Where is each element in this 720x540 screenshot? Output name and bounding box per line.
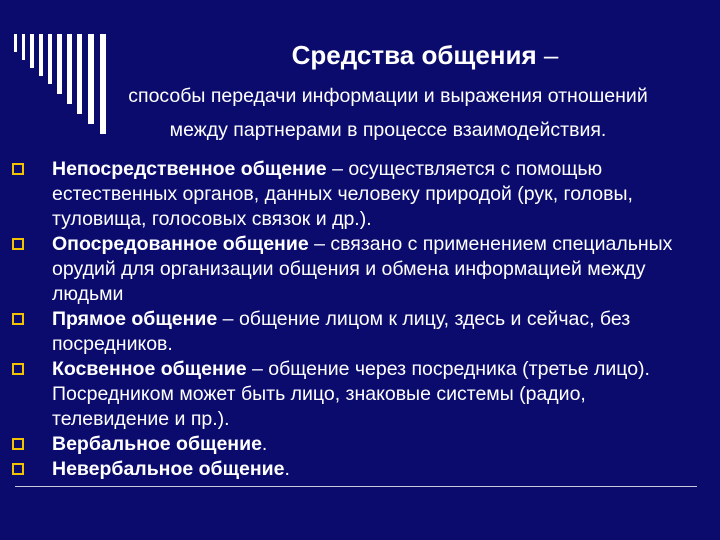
square-bullet-icon <box>12 313 24 325</box>
item-term: Невербальное общение <box>52 458 285 480</box>
item-text: – общение через посредника (третье лицо). Посредником может быть лицо, знаковые системы (радио, телевидение и пр.). <box>52 358 650 430</box>
slide-subtitle <box>60 79 716 147</box>
item-term: Вербальное общение <box>52 433 262 455</box>
bullet-list <box>8 157 708 482</box>
item-text: . <box>284 458 290 480</box>
item-term: Косвенное общение <box>52 358 247 380</box>
list-item <box>8 357 708 432</box>
list-item <box>8 307 708 357</box>
list-item <box>8 157 708 232</box>
list-item <box>8 232 708 307</box>
square-bullet-icon <box>12 463 24 475</box>
item-text: – осуществляется с помощью естественных органов, данных человеку природой (рук, головы, туловища, голосовых связок и др.). <box>52 158 633 230</box>
item-text: – общение лицом к лицу, здесь и сейчас, без посредников. <box>52 308 631 355</box>
list-item <box>8 457 708 482</box>
item-term: Опосредованное общение <box>52 233 309 255</box>
square-bullet-icon <box>12 238 24 250</box>
slide-title <box>0 40 720 71</box>
subtitle-line-1: способы передачи информации и выражения отношений <box>128 85 648 107</box>
item-text: . <box>261 433 268 455</box>
square-bullet-icon <box>12 163 24 175</box>
subtitle-line-2: между партнерами в процессе взаимодействия. <box>169 119 607 141</box>
item-text: – связано с применением специальных орудий для организации общения и обмена информацией между людьми <box>52 233 673 305</box>
list-item <box>8 432 708 457</box>
square-bullet-icon <box>12 363 24 375</box>
divider-line <box>15 486 697 487</box>
title-dash: – <box>543 40 559 70</box>
title-text: Средства общения <box>291 40 537 70</box>
item-term: Непосредственное общение <box>52 158 327 180</box>
item-term: Прямое общение <box>52 308 218 330</box>
square-bullet-icon <box>12 438 24 450</box>
